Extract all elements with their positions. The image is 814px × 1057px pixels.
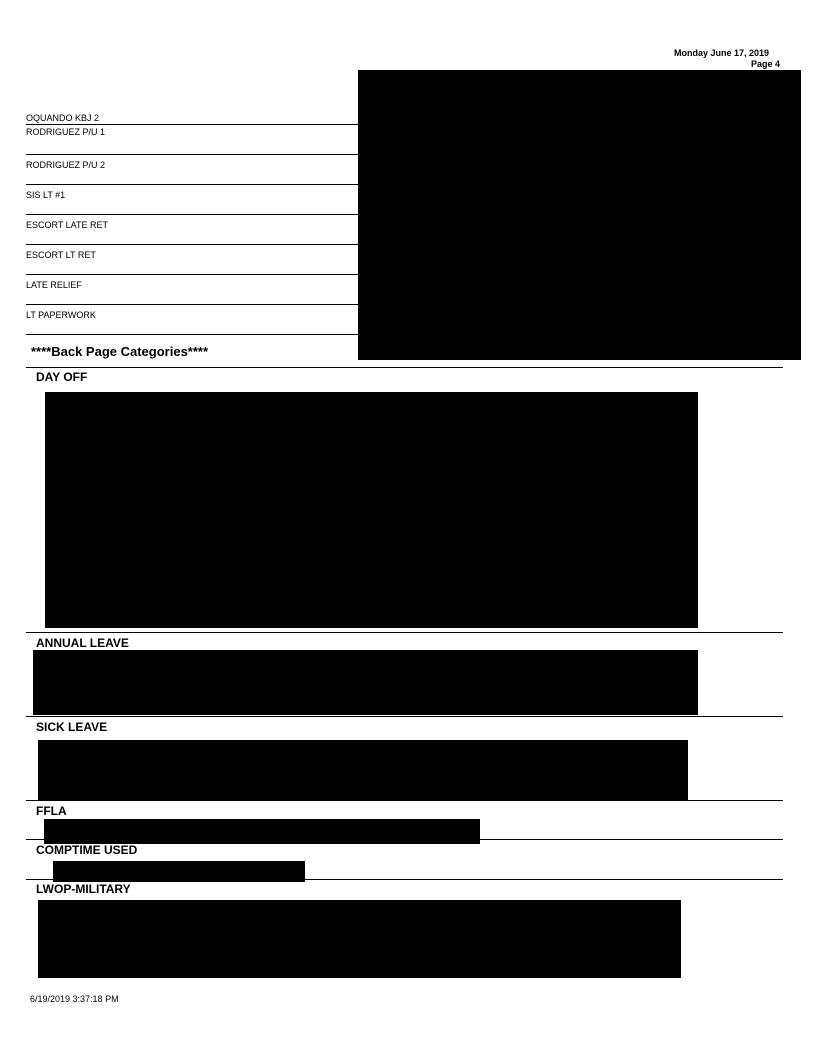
- redacted-block: [45, 392, 698, 628]
- section-title-ffla: FFLA: [36, 804, 67, 818]
- row-divider: [26, 214, 358, 215]
- row-label: RODRIGUEZ P/U 2: [26, 160, 106, 170]
- row-divider: [26, 184, 358, 185]
- redacted-block: [33, 650, 698, 715]
- back-page-heading: ****Back Page Categories****: [31, 344, 209, 359]
- redacted-block: [44, 819, 480, 844]
- row-divider: [26, 274, 358, 275]
- section-divider: [26, 839, 783, 840]
- page-number: Page 4: [751, 59, 781, 69]
- section-title-day-off: DAY OFF: [36, 370, 88, 384]
- section-title-sick-leave: SICK LEAVE: [36, 720, 108, 734]
- section-title-comptime-used: COMPTIME USED: [36, 843, 138, 857]
- row-label: OQUANDO KBJ 2: [26, 113, 100, 123]
- section-divider: [26, 716, 783, 717]
- section-divider: [26, 879, 783, 880]
- row-divider: [26, 244, 358, 245]
- print-timestamp: 6/19/2019 3:37:18 PM: [30, 994, 119, 1004]
- row-label: ESCORT LT RET: [26, 250, 96, 260]
- row-divider: [26, 334, 358, 335]
- row-divider: [26, 304, 358, 305]
- section-divider: [26, 800, 783, 801]
- row-label: SIS LT #1: [26, 190, 66, 200]
- row-label: ESCORT LATE RET: [26, 220, 109, 230]
- row-divider: [26, 154, 358, 155]
- row-label: LATE RELIEF: [26, 280, 82, 290]
- row-label: LT PAPERWORK: [26, 310, 96, 320]
- section-divider: [26, 632, 783, 633]
- redacted-block: [38, 740, 688, 801]
- row-divider: [26, 124, 358, 125]
- section-title-lwop-military: LWOP-MILITARY: [36, 882, 131, 896]
- row-label: RODRIGUEZ P/U 1: [26, 127, 106, 137]
- section-divider: [26, 367, 783, 368]
- redacted-block: [38, 900, 681, 978]
- report-date: Monday June 17, 2019: [674, 48, 770, 58]
- section-title-annual-leave: ANNUAL LEAVE: [36, 636, 129, 650]
- redacted-block: [358, 70, 801, 360]
